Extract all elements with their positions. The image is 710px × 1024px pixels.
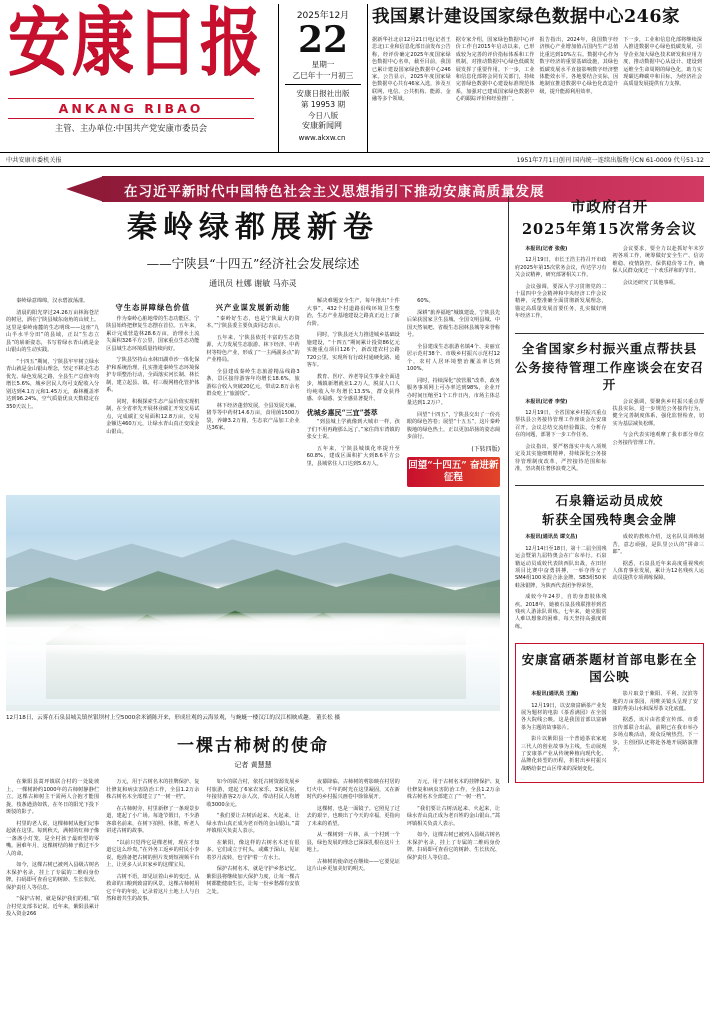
paragraph: 秦岭绿意绵绵，汉水碧波荡漾。 — [16, 298, 89, 304]
article-column-4 — [307, 298, 400, 487]
right-article-3-col-1 — [515, 534, 607, 635]
right-article-1-col-2 — [613, 246, 705, 325]
paragraph: 影片以紫阳县一个普通茶农家庭三代人的创业故事为主线，生动展现了安康茶产业从传统种植向现代化、品牌化转型的历程，折射出乡村振兴战略给秦巴山区带来的深刻变化。 — [521, 736, 607, 772]
divider — [515, 485, 704, 486]
strip-left: 中共安康市委机关报 — [6, 157, 62, 164]
paragraph: 在古柿树旁，村里新修了一条观景步道，建起了小广场。每逢节假日，不少游客慕名前来，在树下拍照、休憩，听老人讲述古树的故事。 — [106, 805, 200, 834]
newspaper-pinyin: ANKANG RIBAO — [8, 98, 254, 119]
paragraph: 解决难题安全生产，每年推出“十件大事”，432个村道路沿线环境卫生整治，生态产业基地建设之路真正迈上了新台阶。 — [306, 298, 400, 327]
article2-column-4 — [307, 779, 400, 923]
right-article-1-col-1 — [515, 246, 607, 325]
paragraph: 如今，这棵古树已被列入县级古树名木保护名录，挂上了专属的二维码身份牌。扫码即可查看它的树龄、生长状况、保护责任人等信息。 — [406, 832, 501, 861]
photo-block — [6, 495, 500, 722]
paragraph: 五年来，宁陕县依托丰富的生态资源，大力发展生态旅游、林下经济、中药材等特色产业，形成了“一主两副多点”的产业格局。 — [206, 334, 300, 363]
paragraph: 古树不语，却见证着山乡的变迁。从救命的口粮到致富的风景，这棵古柿树用它千年的年轮，记录着这片土地上人与自然和谐共生的故事。 — [106, 873, 200, 902]
right-article-1-title-line1: 市政府召开 — [570, 199, 649, 216]
lead-col-1: 据新华社北京12月21日电(记者王思北)工业和信息化部日前发布公告称，经评价确定2025年度国家绿色数据中心名单，截至目前，我国已累计建设国家绿色数据中心246家。公告显示，2025年度国家绿色数据中心共有46家入选，涉及互联网、电信、公共机构、能源、金融等多个领域。 — [372, 37, 451, 103]
main-article-columns — [6, 298, 500, 487]
strip-mid: 1951年7月1日创刊 国内统一连续出版物号CN 61-0009 代号51-12 — [516, 157, 704, 164]
section-heading: 优城乡惠民“三宜”荟萃 — [306, 407, 378, 417]
paragraph: 12月19日，以安康富硒茶产业发展为题材的电影《茶香满园》在全国各大院线公映。这是我国首部以富硒茶为主题的故事影片。 — [521, 702, 607, 731]
article2-column-1 — [6, 779, 99, 923]
paragraph: 这棵树，也是一面镜子。它照见了过去的艰辛，也映出了今天的幸福，更指向了未来的希望。 — [306, 805, 400, 827]
agency-url[interactable]: www.akxw.cn — [298, 134, 346, 142]
paragraph: 会议强调，要深入学习贯彻党的二十届四中全会精神和中央经济工作会议精神，完整准确全面贯彻新发展理念，锚定高质量发展首要任务，扎实做好明年经济工作。 — [515, 283, 607, 320]
paragraph: 成姣今年24岁，自幼身患肢体残疾。2018年，她被石泉县残联推荐到省残疾人游泳队训练。七年来，她克服常人难以想象的困难，每天坚持高强度训练。 — [515, 594, 607, 630]
paragraph: “秦岭好生态，也是宁陕最大的资本。”宁陕县委主要负责同志表示。 — [206, 315, 300, 329]
paragraph: 会议指出，要严格落实中央八项规定及其实施细则精神，持续深化公务接待管理制度改革，严控接待范围和标准，坚决刹住奢侈浪费之风。 — [515, 443, 607, 472]
right-article-3-title-line2: 斩获全国残特奥会金牌 — [541, 512, 677, 528]
lead-col-4: 下一步，工业和信息化部将继续深入推进数据中心绿色低碳发展，引导企业加大绿色技术研发和应用力度，推动数据中心从设计、建设到运维全生命周期的绿色化，助力实现碳达峰碳中和目标，为经济社会高质量发展提供有力支撑。 — [623, 37, 702, 88]
paragraph: 12月14日至18日，第十二届全国残运会暨第九届特奥会在广东举行。石泉籍运动员成姣代表陕西队出战，在田径项目比赛中奋勇拼搏，一举夺得女子SM4组100米混合泳金牌、SB3组50米蛙泳银牌，为陕西代表团争得荣誉。 — [515, 545, 607, 589]
paragraph: 教育、医疗、养老等民生事业全面进步，城镇新增就业1.2万人，脱贫人口人均纯收入年均增长13.5%，群众获得感、幸福感、安全感显著提升。 — [306, 373, 400, 402]
right-article-1-title-line2: 2025年第15次常务会议 — [521, 221, 698, 238]
paragraph: 村里的老人说，这棵柿树从他们记事起就在这里。每到秋天，满树的红柿子像一盏盏小灯笼，是全村孩子最盼望的零嘴。困难年月，这棵树结的柿子救过不少人的命。 — [6, 820, 100, 857]
paragraph: “以前只觉得它是棵老树，现在才知道它这么珍贵。”在外务工返乡的村民小李说，他准备把古树的照片发到短视频平台上，让更多人认识家乡的这棵宝贝。 — [106, 839, 200, 868]
paragraph: 回望“十四五”，宁陕县交出了一份亮眼的绿色答卷；展望“十五五”，这片秦岭腹地的绿色热土，正以更加昂扬的姿态阔步前行。 — [406, 411, 501, 440]
article2-byline: 记者 黄慧慧 — [234, 761, 272, 769]
dateline: 本报讯(记者 张俊) — [525, 246, 568, 252]
right-section — [508, 196, 704, 783]
masthead — [0, 0, 710, 168]
right-article-2-title-line1: 全省国家乡村振兴重点帮扶县 — [521, 340, 698, 356]
left-section — [6, 196, 500, 923]
paragraph: 如今的联合村，依托古树资源发展乡村旅游，建起了6家农家乐、3家民宿，年接待游客2万余人次，带动村民人均增收3000余元。 — [206, 779, 300, 808]
banner-text: 在习近平新时代中国特色社会主义思想指引下推动安康高质量发展 — [124, 184, 545, 200]
paragraph: 清晨的阳光穿过24.26万亩林海苍茫的树冠，洒在宁陕县城东南角的山坡上。这里是秦岭南麓的生态明珠——这座“九山半水半分田”的县域，正以“生态立县”的崭新姿态，书写着绿水青山就是金山银山的生动实践。 — [6, 309, 100, 353]
paragraph: 全县建成秦岭生态旅游精品线路3条，景区接待游客年均增长18.6%，旅游综合收入突破20亿元，带动2.8万余名群众吃上“旅游饭”。 — [206, 368, 300, 397]
date-day: 22 — [297, 19, 349, 61]
article-column-3 — [206, 298, 299, 487]
right-article-3-title-line1: 石泉籍运动员成姣 — [555, 493, 664, 509]
paragraph: 从一棵树到一片林，从一个村到一个县，绿色发展的理念已深深扎根在这片土地上。 — [306, 832, 400, 853]
continued-note: (下转四版) — [471, 445, 501, 453]
paragraph: 在紫阳县蒿坪镇联合村的一处陡坡上，一棵树龄约1000年的古柿树静静伫立。这棵古柿树主干需两人合抱才能围拢，枝条遒劲如铁，在冬日的阳光下投下斑驳的影子。 — [6, 779, 100, 815]
article-column-5 — [407, 298, 500, 487]
paragraph: 在紫阳，像这样的古树名木还有很多。它们或立于村头，或藏于深山，见证着岁月流转，也守护着一方水土。 — [206, 839, 300, 861]
paragraph: 作为秦岭心脏地带的生态功能区，宁陕县始终把修复生态摆在首位。五年来，累计完成营造林28.6万亩，治理水土流失面积326平方公里，国家重点生态功能区县域生态环境质量持续向好。 — [106, 315, 200, 352]
photo-caption: 12月18日，云雾在石泉县城关镇丝银坝村上空5000余米铺陈开来，形成壮观的云海景观，与蜿蜒一楼汉江的汉江相映成趣。 董长松 摄 — [6, 715, 341, 721]
right-article-2-col-2 — [613, 399, 705, 478]
lead-col-2: 据专家介绍，国家绿色数据中心评价工作自2015年启动以来，已形成较为完善的评价指标体系和工作机制，对推动数据中心绿色低碳发展发挥了重要作用。下一步，工业和信息化部将会同有关部门，持续完善绿色数据中心建设标准规范体系，加强对已建成国家绿色数据中心的跟踪评价和经验推广。 — [455, 37, 535, 103]
paragraph: 林下经济蓬勃发展，全县发展天麻、猪苓等中药材14.6万亩，食用菌1500万袋，养蜂3.2万箱，生态农产品加工企业达36家。 — [206, 402, 300, 431]
paragraph: 会议强调，要聚焦乡村振兴重点帮扶县实际，进一步规范公务接待行为，健全完善制度体系，强化监督检查，切实为基层减负松绑。 — [612, 398, 704, 427]
section-heading: 守生态屏障绿色价值 — [115, 303, 191, 312]
paragraph: “到县城上学就像到大城市一样，孩子们不用再跑那么远了。”家住筒车湾镇的张女士说。 — [306, 419, 400, 440]
page-count: 今日八版 — [307, 111, 339, 120]
publisher-name: 安康日报社出版 — [296, 89, 350, 98]
publisher-line: 主管、主办单位:中国共产党安康市委员会 — [54, 123, 208, 133]
divider — [515, 333, 704, 334]
right-article-2-col-1 — [515, 399, 607, 478]
paragraph: 同时，持续深化“放管服”改革，政务服务事项网上可办率达到98%，企业开办时间压缩至1个工作日内，市场主体总量达到1.2万户。 — [406, 377, 501, 406]
paragraph: “我们要让古树活起来、火起来，让绿水青山真正成为老百姓的金山银山。”蒿坪镇相关负责人表示。 — [206, 813, 300, 834]
article2-columns — [6, 779, 500, 923]
lead-headline: 我国累计建设国家绿色数据中心246家 — [372, 7, 681, 27]
paragraph: 60%。 — [417, 298, 434, 304]
paragraph: 会议还研究了其他事项。 — [622, 279, 679, 286]
paragraph: 同时，宁陕县还大力推进城乡基础设施建设，“十四五”期间累计投资86亿元实施重点项目126个，新改建农村公路720公里，实现所有行政村通硬化路、通客车。 — [306, 332, 400, 368]
paragraph: 全县建成生态旅游名镇4个、美丽宜居示范村38个、市级乡村振兴示范村12个，农村人居环境整治覆盖率达到100%。 — [406, 343, 501, 372]
agency-name: 安康新闻网 — [302, 121, 342, 130]
paragraph: “十四五”期间，宁陕县牢牢树立绿水青山就是金山银山理念，坚定不移走生态优先、绿色发展之路，全县生产总值年均增长5.6%，城乡居民人均可支配收入分别达到4.1万元和1.45万元，森林覆盖率达到96.24%，空气质量优良天数稳定在350天以上。 — [6, 358, 100, 410]
right-article-4 — [515, 643, 704, 783]
right-article-3 — [515, 492, 704, 635]
main-byline: 通讯员 杜娜 谢敏 马亦灵 — [209, 279, 297, 288]
paragraph: 12月19日，全省国家乡村振兴重点帮扶县公务接待管理工作座谈会在安康召开。会议总结交流经验做法，分析存在的问题，部署下一步工作任务。 — [515, 410, 607, 439]
paragraph: 同时，积极探索生态产品价值实现机制，在全省率先开展林业碳汇开发交易试点，完成碳汇交易面积12.8万亩，交易金额达460万元，让绿水青山真正变成金山银山。 — [106, 398, 200, 435]
right-article-2 — [515, 340, 704, 478]
photo-cloud-sea — [6, 645, 500, 705]
right-article-3-col-2 — [613, 534, 705, 635]
paragraph: 五年来，宁陕县城镇化率提升至60.8%，建成区面积扩大到8.6平方公里，县城常住人口达到5.6万人。 — [306, 445, 400, 467]
date-lunar: 乙巳年十一月初三 — [292, 71, 354, 80]
paragraph: 保护古树名木，就是守护乡愁记忆。紫阳县将继续加大保护力度，让每一棵古树都能健康生长，让每一份乡愁都有安放之处。 — [206, 866, 300, 895]
article2-column-3 — [206, 779, 299, 923]
right-article-4-title: 安康富硒茶题材首部电影在全国公映 — [521, 652, 698, 685]
article2-column-5 — [407, 779, 500, 923]
issue-number: 第 19953 期 — [300, 100, 346, 109]
date-month: 2025年12月 — [296, 11, 350, 21]
landscape-photo — [6, 495, 500, 711]
article-column-2 — [106, 298, 199, 487]
article2-column-2 — [106, 779, 199, 923]
campaign-stamp: 回望“十四五” 奋进新征程 — [407, 457, 500, 487]
section-heading: 兴产业谋发展新动能 — [215, 303, 291, 312]
lead-story-top — [372, 6, 702, 104]
right-article-4-col-2 — [613, 691, 699, 777]
right-article-1 — [515, 198, 704, 325]
paragraph: 万元，用于古树名木的挂牌保护、复壮修复和病虫害防治工作，全县1.2万余株古树名木全部建立了“一树一档”。 — [106, 779, 200, 800]
main-subhead: ——宁陕县“十四五”经济社会发展综述 — [146, 256, 360, 271]
paragraph: 成姣的教练介绍，这名队员训练刻苦，意志顽强，是队里公认的“拼命三郎”。 — [612, 534, 704, 556]
paragraph: 12月19日，市长王浩主持召开市政府2025年第15次常务会议，传达学习有关会议精神，研究部署相关工作。 — [515, 257, 607, 279]
paragraph: 万元，用于古树名木的挂牌保护、复壮修复和病虫害防治工作，全县1.2万余株古树名木全部建立了“一树一档”。 — [406, 779, 501, 800]
paragraph: 夜幕降临，古柿树的剪影映在村居的灯火中。千年的时光在这里凝固，又在新时代的乡村振兴画卷中徐徐展开。 — [306, 779, 400, 800]
newspaper-title: 安康日报 — [8, 0, 265, 86]
agency-block — [278, 120, 366, 144]
date-weekday: 星期一 — [311, 60, 335, 69]
paragraph: “保护古树，就是保护我们的根。”联合村党支部书记说。近年来，紫阳县累计投入资金266 — [6, 896, 100, 917]
paragraph: 如今，这棵古树已被列入县级古树名木保护名录，挂上了专属的二维码身份牌。扫码即可查看它的树龄、生长状况、保护责任人等信息。 — [6, 862, 100, 891]
article-column-1 — [6, 298, 99, 487]
paragraph: 宁陕县坚持山水林田湖草沙一体化保护和系统治理，扎实推进秦岭生态环境保护专项整治行动，全面落实河长制、林长制，建立起县、镇、村三级网格化管护体系。 — [106, 357, 200, 393]
right-article-4-col-1 — [521, 691, 607, 777]
paragraph: 影片取景于紫阳、平利、汉滨等地的万亩茶园，用唯美镜头呈现了安康的秀美山水和深厚茶文化底蕴。 — [612, 691, 698, 712]
paragraph: 深耕“旅养福地”城镇建设，宁陕县先后荣获国家卫生县城、全国文明县城、中国天然氧吧、省级生态园林县城等荣誉称号。 — [406, 309, 501, 338]
newspaper-logo — [8, 0, 270, 134]
dateline: 本报讯(记者 李莹) — [525, 398, 568, 405]
right-article-2-title-line2: 公务接待管理工作座谈会在安召开 — [515, 359, 705, 392]
article2-title: 一棵古柿树的使命 — [177, 736, 329, 756]
masthead-strip — [0, 152, 710, 167]
main-headline: 秦岭绿都展新卷 — [127, 210, 379, 245]
paragraph: 据悉，石泉县近年来高度重视残疾人体育事业发展，累计为12名残疾人运动员提供专项训练保障。 — [612, 560, 704, 582]
paragraph: 据悉，该片由省委宣传部、市委宣传部联合出品，前期已在我市举办多场点映活动，观众反响热烈。下一步，主创团队还将赴各地开展路演推介。 — [612, 717, 698, 754]
paragraph: “我们要让古树活起来、火起来，让绿水青山真正成为老百姓的金山银山。”蒿坪镇相关负责人表示。 — [406, 805, 501, 827]
lead-col-3: 报告指出，2024年，我国数字经济核心产业增加值占国内生产总值比重达到10%左右。数据中心作为数字经济的重要基础设施，其绿色低碳发展水平直接影响数字经济整体能效水平。各地要结合实际，因地制宜推进数据中心绿色化改造升级，提升能源利用效率。 — [539, 37, 619, 95]
paragraph: 会议要求，要全力以赴抓好年末岁初各项工作，统筹做好安全生产、信访维稳、疫情防控、保供稳价等工作，确保人民群众度过一个欢乐祥和的节日。 — [612, 246, 704, 275]
dateline: 本报讯(通讯员 谭文昌) — [525, 534, 578, 541]
paragraph: 古柿树的使命还在继续——它要见证这片山乡更加美好的明天。 — [306, 858, 400, 872]
dateline: 本报讯(通讯员 王瀚) — [531, 691, 579, 698]
paragraph: 与会代表实地观摩了我市部分单位公务接待管理工作。 — [612, 432, 704, 446]
